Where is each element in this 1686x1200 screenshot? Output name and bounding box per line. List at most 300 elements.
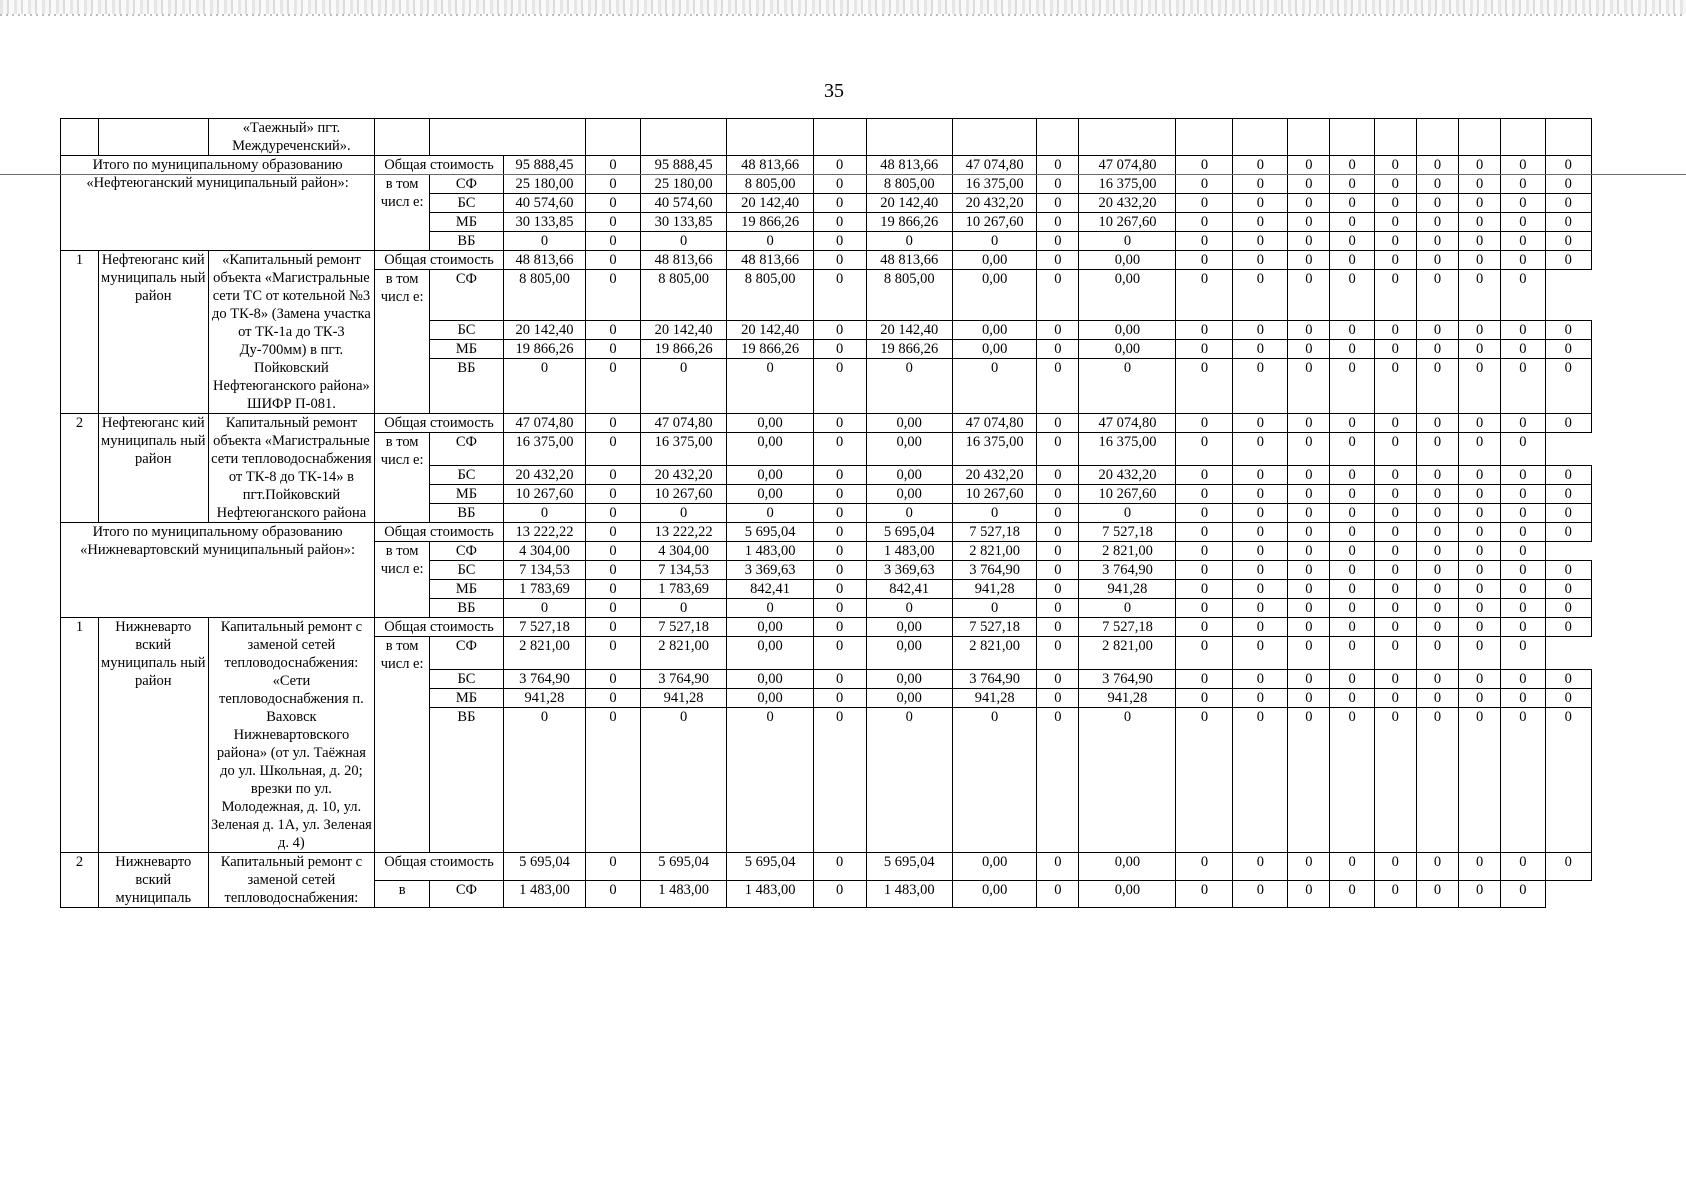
table-cell: 0 <box>1459 321 1501 340</box>
table-cell <box>952 119 1036 156</box>
table-cell: в том числ е: <box>375 270 430 414</box>
table-cell: 20 142,40 <box>866 321 952 340</box>
table-cell: 0 <box>1037 542 1079 561</box>
table-cell: 0 <box>813 213 866 232</box>
table-cell: 0 <box>1416 618 1458 637</box>
table-cell: 1 783,69 <box>640 580 726 599</box>
table-cell <box>1330 119 1374 156</box>
table-cell: 0 <box>1037 523 1079 542</box>
table-cell: СФ <box>430 637 504 670</box>
table-cell: 0 <box>1233 156 1288 175</box>
table-cell: 941,28 <box>952 689 1036 708</box>
table-cell: 7 527,18 <box>640 618 726 637</box>
table-cell: 0 <box>1374 270 1416 321</box>
table-cell: 0 <box>1374 414 1416 433</box>
table-cell: 0 <box>1459 485 1501 504</box>
table-cell: 0 <box>1330 251 1374 270</box>
table-cell: 0 <box>1330 213 1374 232</box>
table-cell: 0 <box>1233 523 1288 542</box>
table-cell: 0 <box>1545 156 1592 175</box>
table-cell: 19 866,26 <box>727 213 813 232</box>
table-cell: 0,00 <box>952 251 1036 270</box>
table-cell: 0 <box>1233 194 1288 213</box>
table-cell: 5 695,04 <box>727 523 813 542</box>
table-cell: 0 <box>586 213 641 232</box>
table-cell: 0 <box>586 504 641 523</box>
table-cell: 0 <box>1288 270 1330 321</box>
table-cell: 0 <box>1233 340 1288 359</box>
table-cell: 0 <box>1288 637 1330 670</box>
table-cell: 941,28 <box>640 689 726 708</box>
table-cell: 0,00 <box>952 880 1036 908</box>
table-cell: 0 <box>1176 213 1233 232</box>
table-cell: 0 <box>1545 251 1592 270</box>
table-cell: 0 <box>1330 340 1374 359</box>
table-cell: 0 <box>1416 599 1458 618</box>
table-cell: 0 <box>1330 542 1374 561</box>
table-cell <box>430 119 586 156</box>
table-cell: 0 <box>1374 618 1416 637</box>
table-cell: 0 <box>586 194 641 213</box>
table-cell: 0 <box>1176 599 1233 618</box>
table-cell: 3 764,90 <box>1079 561 1176 580</box>
table-cell: 0 <box>813 599 866 618</box>
table-cell: 0,00 <box>952 321 1036 340</box>
table-cell: 0 <box>1374 670 1416 689</box>
table-cell: 0 <box>1330 466 1374 485</box>
table-cell: 2 821,00 <box>503 637 585 670</box>
table-cell: 0 <box>1233 232 1288 251</box>
table-cell: СФ <box>430 433 504 466</box>
table-cell: 13 222,22 <box>640 523 726 542</box>
table-cell: 19 866,26 <box>866 213 952 232</box>
table-cell: 25 180,00 <box>503 175 585 194</box>
table-cell: 0 <box>586 580 641 599</box>
table-cell: 0 <box>1176 194 1233 213</box>
table-cell: 7 527,18 <box>952 523 1036 542</box>
table-cell: 2 821,00 <box>1079 637 1176 670</box>
table-cell: 0 <box>813 340 866 359</box>
table-cell: 0 <box>503 599 585 618</box>
table-cell: 0 <box>1233 251 1288 270</box>
table-cell: 0 <box>1545 466 1592 485</box>
table-cell: в том числ е: <box>375 175 430 251</box>
table-cell: 20 432,20 <box>640 466 726 485</box>
table-cell: 0,00 <box>1079 251 1176 270</box>
table-cell: 0,00 <box>866 466 952 485</box>
table-cell: 0,00 <box>727 414 813 433</box>
table-cell: 0 <box>1176 637 1233 670</box>
table-cell: 0 <box>1501 340 1545 359</box>
table-cell: 0 <box>1233 618 1288 637</box>
table-cell: 0 <box>1545 689 1592 708</box>
table-cell: 47 074,80 <box>1079 156 1176 175</box>
table-cell: 1 483,00 <box>727 542 813 561</box>
table-cell: БС <box>430 561 504 580</box>
table-cell: 0 <box>1416 637 1458 670</box>
table-cell: 10 267,60 <box>952 213 1036 232</box>
table-cell: 0 <box>1288 708 1330 853</box>
table-cell: 0,00 <box>866 689 952 708</box>
table-cell: 0 <box>1459 340 1501 359</box>
table-cell: 0 <box>1176 414 1233 433</box>
table-cell: 0 <box>1374 580 1416 599</box>
table-cell: 40 574,60 <box>503 194 585 213</box>
table-cell: 0 <box>586 321 641 340</box>
table-cell <box>1416 119 1458 156</box>
table-cell: 0 <box>1233 466 1288 485</box>
table-cell: 8 805,00 <box>727 175 813 194</box>
table-cell: 0 <box>1037 853 1079 881</box>
table-cell: 0 <box>1288 599 1330 618</box>
table-cell: 0 <box>1416 485 1458 504</box>
table-cell: 0 <box>1545 194 1592 213</box>
table-cell <box>1501 119 1545 156</box>
table-cell: 0 <box>1037 156 1079 175</box>
table-cell: 10 267,60 <box>640 485 726 504</box>
table-cell: 941,28 <box>1079 580 1176 599</box>
table-cell: 0,00 <box>727 689 813 708</box>
table-cell: ВБ <box>430 504 504 523</box>
table-cell: 0 <box>503 504 585 523</box>
table-cell: 30 133,85 <box>503 213 585 232</box>
table-cell <box>727 119 813 156</box>
table-cell: 7 134,53 <box>503 561 585 580</box>
table-cell: 1 483,00 <box>866 542 952 561</box>
table-cell <box>1233 119 1288 156</box>
table-cell: ВБ <box>430 599 504 618</box>
table-cell: 0 <box>1233 880 1288 908</box>
table-cell: 0,00 <box>1079 270 1176 321</box>
table-cell: 0 <box>1374 542 1416 561</box>
table-cell: 0 <box>1459 561 1501 580</box>
table-cell: 0 <box>1288 466 1330 485</box>
table-cell: 0 <box>586 433 641 466</box>
budget-table-body <box>61 119 1592 908</box>
table-cell: «Капитальный ремонт объекта «Магистральные сети ТС от котельной №3 до ТК-8» (Замена участка от ТК-1а до ТК-3 Ду-700мм) в пгт. Пойковский Нефтеюганского района» ШИФР П-081. <box>208 251 375 414</box>
table-cell: 0 <box>1037 637 1079 670</box>
table-cell: 16 375,00 <box>640 433 726 466</box>
table-cell: 0,00 <box>952 853 1036 881</box>
table-cell: 0 <box>1416 466 1458 485</box>
table-cell: 0 <box>1416 232 1458 251</box>
table-cell: 0 <box>1330 433 1374 466</box>
table-cell: 0 <box>1374 599 1416 618</box>
table-cell <box>1079 119 1176 156</box>
table-cell: 20 142,40 <box>727 194 813 213</box>
table-cell: 0 <box>1330 618 1374 637</box>
table-cell: 0 <box>1288 359 1330 414</box>
table-cell: Итого по муниципальному образованию «Нефтеюганский муниципальный район»: <box>61 156 375 251</box>
table-cell: 0 <box>1416 414 1458 433</box>
table-cell: 0 <box>1374 251 1416 270</box>
table-cell: 0 <box>1416 156 1458 175</box>
table-cell: ВБ <box>430 232 504 251</box>
table-cell: 0 <box>1501 618 1545 637</box>
table-cell: в <box>375 880 430 908</box>
table-cell: 3 764,90 <box>1079 670 1176 689</box>
table-cell: 0 <box>813 433 866 466</box>
table-cell: 0 <box>1501 708 1545 853</box>
table-cell: 1 483,00 <box>640 880 726 908</box>
table-cell: 7 527,18 <box>1079 618 1176 637</box>
table-cell: 0 <box>1288 504 1330 523</box>
table-cell: 0 <box>1176 504 1233 523</box>
table-cell: 0 <box>1079 504 1176 523</box>
table-cell: 0 <box>1459 466 1501 485</box>
table-cell: 0 <box>1374 433 1416 466</box>
table-cell: 0 <box>1501 213 1545 232</box>
table-cell: 1 <box>61 251 99 414</box>
table-cell: 0 <box>1416 251 1458 270</box>
table-cell: Нефтеюганс кий муниципаль ный район <box>98 251 208 414</box>
table-cell: 95 888,45 <box>640 156 726 175</box>
table-cell: 19 866,26 <box>727 340 813 359</box>
table-cell: 0,00 <box>866 637 952 670</box>
table-cell: 1 483,00 <box>503 880 585 908</box>
table-cell: 0 <box>727 504 813 523</box>
table-cell: 0 <box>1459 580 1501 599</box>
table-cell: 0 <box>1233 270 1288 321</box>
table-cell: 0 <box>586 618 641 637</box>
table-cell: 0 <box>1416 321 1458 340</box>
table-cell: 0 <box>1374 213 1416 232</box>
table-cell: 20 432,20 <box>952 194 1036 213</box>
table-cell: 0 <box>1233 708 1288 853</box>
table-cell: 0 <box>1459 689 1501 708</box>
table-cell: 48 813,66 <box>727 156 813 175</box>
table-cell: 20 142,40 <box>727 321 813 340</box>
table-cell: 0,00 <box>1079 321 1176 340</box>
scan-top-edge <box>0 0 1686 14</box>
table-cell: 0 <box>1459 504 1501 523</box>
table-cell: 0 <box>1079 359 1176 414</box>
table-cell: «Таежный» пгт. Междуреченский». <box>208 119 375 156</box>
table-cell: 0 <box>1233 433 1288 466</box>
table-cell: 0 <box>1374 340 1416 359</box>
table-cell: 0 <box>813 708 866 853</box>
table-cell: 0 <box>1037 466 1079 485</box>
table-cell: 10 267,60 <box>1079 485 1176 504</box>
table-cell: Общая стоимость <box>375 853 504 881</box>
table-cell: 0 <box>1459 359 1501 414</box>
table-cell: 19 866,26 <box>640 340 726 359</box>
table-cell: 0 <box>1176 270 1233 321</box>
table-cell: 0 <box>1545 561 1592 580</box>
table-cell: 0 <box>813 485 866 504</box>
table-cell: 40 574,60 <box>640 194 726 213</box>
table-cell: 5 695,04 <box>866 853 952 881</box>
table-cell: 0 <box>1501 599 1545 618</box>
table-cell: 0 <box>1545 359 1592 414</box>
table-cell: 0 <box>1037 504 1079 523</box>
table-cell: 0 <box>1330 853 1374 881</box>
table-cell: 0 <box>1037 414 1079 433</box>
table-cell: 8 805,00 <box>503 270 585 321</box>
table-cell: 3 764,90 <box>640 670 726 689</box>
table-cell: 0 <box>640 504 726 523</box>
table-cell: 20 432,20 <box>503 466 585 485</box>
table-cell: 0 <box>727 232 813 251</box>
table-cell: 5 695,04 <box>866 523 952 542</box>
table-cell: 7 527,18 <box>503 618 585 637</box>
table-cell: в том числ е: <box>375 637 430 853</box>
table-cell <box>1545 119 1592 156</box>
table-cell: 0 <box>813 637 866 670</box>
table-cell: 0 <box>1037 270 1079 321</box>
table-cell: 0 <box>1233 414 1288 433</box>
table-cell: 0 <box>813 175 866 194</box>
table-cell: 0 <box>1501 433 1545 466</box>
table-cell: 0 <box>727 359 813 414</box>
table-cell: 0 <box>1501 853 1545 881</box>
table-cell: 48 813,66 <box>640 251 726 270</box>
table-cell: 0 <box>1037 561 1079 580</box>
table-cell: 0 <box>1416 670 1458 689</box>
table-cell: 0 <box>813 542 866 561</box>
table-cell: 0 <box>1288 175 1330 194</box>
table-cell <box>61 119 99 156</box>
table-cell: 0 <box>813 523 866 542</box>
table-cell: 2 <box>61 853 99 908</box>
table-cell: 0 <box>813 880 866 908</box>
table-cell: 0,00 <box>1079 880 1176 908</box>
table-cell: 0 <box>1374 359 1416 414</box>
table-cell: 0 <box>813 618 866 637</box>
table-cell: 20 432,20 <box>1079 194 1176 213</box>
table-cell: Итого по муниципальному образованию «Нижневартовский муниципальный район»: <box>61 523 375 618</box>
table-cell: 0 <box>1288 340 1330 359</box>
table-cell <box>813 119 866 156</box>
table-cell: 0 <box>1176 340 1233 359</box>
table-cell <box>866 119 952 156</box>
table-cell: 0 <box>1501 561 1545 580</box>
table-cell: 0 <box>1416 523 1458 542</box>
table-cell: 0 <box>1233 637 1288 670</box>
table-cell: 0 <box>1501 580 1545 599</box>
table-cell: 0 <box>1288 618 1330 637</box>
table-cell: 16 375,00 <box>1079 433 1176 466</box>
table-cell: 0 <box>1176 359 1233 414</box>
table-cell: 0 <box>1374 485 1416 504</box>
table-cell: 0 <box>952 359 1036 414</box>
table-cell: 7 134,53 <box>640 561 726 580</box>
table-cell: 0 <box>1330 670 1374 689</box>
table-cell: Общая стоимость <box>375 251 504 270</box>
table-cell: 0 <box>1459 270 1501 321</box>
table-cell: 941,28 <box>952 580 1036 599</box>
table-cell: в том числ е: <box>375 542 430 618</box>
table-cell: Нижневарто вский муниципаль <box>98 853 208 908</box>
table-cell: 0 <box>1288 880 1330 908</box>
table-cell: БС <box>430 670 504 689</box>
table-cell: 0 <box>1459 232 1501 251</box>
table-cell: 3 764,90 <box>952 670 1036 689</box>
budget-table <box>60 118 1592 908</box>
table-cell: 0 <box>1233 359 1288 414</box>
table-row <box>61 119 1592 156</box>
table-cell: 19 866,26 <box>503 340 585 359</box>
table-cell: 941,28 <box>503 689 585 708</box>
table-cell: 0 <box>1176 880 1233 908</box>
table-row <box>61 523 1592 542</box>
table-cell: 0,00 <box>952 340 1036 359</box>
table-cell: 0 <box>1233 175 1288 194</box>
table-cell: 0 <box>640 359 726 414</box>
table-cell: 0 <box>586 232 641 251</box>
table-cell: 0 <box>1374 156 1416 175</box>
table-cell: 0 <box>586 251 641 270</box>
table-cell: 0 <box>1501 194 1545 213</box>
table-cell: 0 <box>1416 194 1458 213</box>
table-cell: 0 <box>1374 321 1416 340</box>
table-cell: 10 267,60 <box>1079 213 1176 232</box>
table-cell: 0 <box>1037 485 1079 504</box>
table-cell: 0,00 <box>727 637 813 670</box>
table-cell: 0 <box>1330 175 1374 194</box>
table-cell: 3 369,63 <box>727 561 813 580</box>
table-cell: 0 <box>813 232 866 251</box>
table-cell: 0 <box>1374 689 1416 708</box>
table-cell: 0 <box>1416 270 1458 321</box>
table-cell: 0 <box>586 599 641 618</box>
table-cell: 47 074,80 <box>952 156 1036 175</box>
table-cell: 0 <box>1545 232 1592 251</box>
table-cell: 0 <box>1416 542 1458 561</box>
table-cell: 10 267,60 <box>952 485 1036 504</box>
table-cell: 0 <box>1501 270 1545 321</box>
table-cell: 0 <box>1545 213 1592 232</box>
table-cell: 0 <box>640 599 726 618</box>
table-cell: 0 <box>1233 504 1288 523</box>
table-cell: 0 <box>1416 561 1458 580</box>
table-cell: 0 <box>1501 175 1545 194</box>
table-cell: 8 805,00 <box>866 270 952 321</box>
table-cell: 0 <box>866 359 952 414</box>
table-cell <box>586 119 641 156</box>
table-cell: 0 <box>1037 433 1079 466</box>
table-cell: 0 <box>1233 670 1288 689</box>
table-cell: СФ <box>430 542 504 561</box>
table-cell: 0 <box>1374 637 1416 670</box>
table-cell: 0 <box>586 359 641 414</box>
table-cell: 0 <box>1545 599 1592 618</box>
table-cell: 0 <box>866 708 952 853</box>
table-cell: 10 267,60 <box>503 485 585 504</box>
table-cell: 1 483,00 <box>866 880 952 908</box>
table-cell: 0 <box>1288 580 1330 599</box>
table-cell: 0 <box>1330 637 1374 670</box>
table-cell <box>640 119 726 156</box>
table-cell: МБ <box>430 485 504 504</box>
table-cell: 0 <box>1545 523 1592 542</box>
table-cell: 0 <box>503 708 585 853</box>
table-cell: 0 <box>1288 251 1330 270</box>
table-cell: Общая стоимость <box>375 523 504 542</box>
table-cell: 0 <box>1374 194 1416 213</box>
table-cell: 0 <box>1176 618 1233 637</box>
table-cell: 0,00 <box>866 414 952 433</box>
table-cell: 0 <box>1459 599 1501 618</box>
table-cell: 0 <box>1288 689 1330 708</box>
table-cell: 0 <box>586 853 641 881</box>
table-cell: МБ <box>430 213 504 232</box>
table-cell: 0 <box>1037 580 1079 599</box>
table-cell: 48 813,66 <box>866 156 952 175</box>
table-cell: 95 888,45 <box>503 156 585 175</box>
table-cell: 0 <box>1288 485 1330 504</box>
table-cell: 8 805,00 <box>727 270 813 321</box>
